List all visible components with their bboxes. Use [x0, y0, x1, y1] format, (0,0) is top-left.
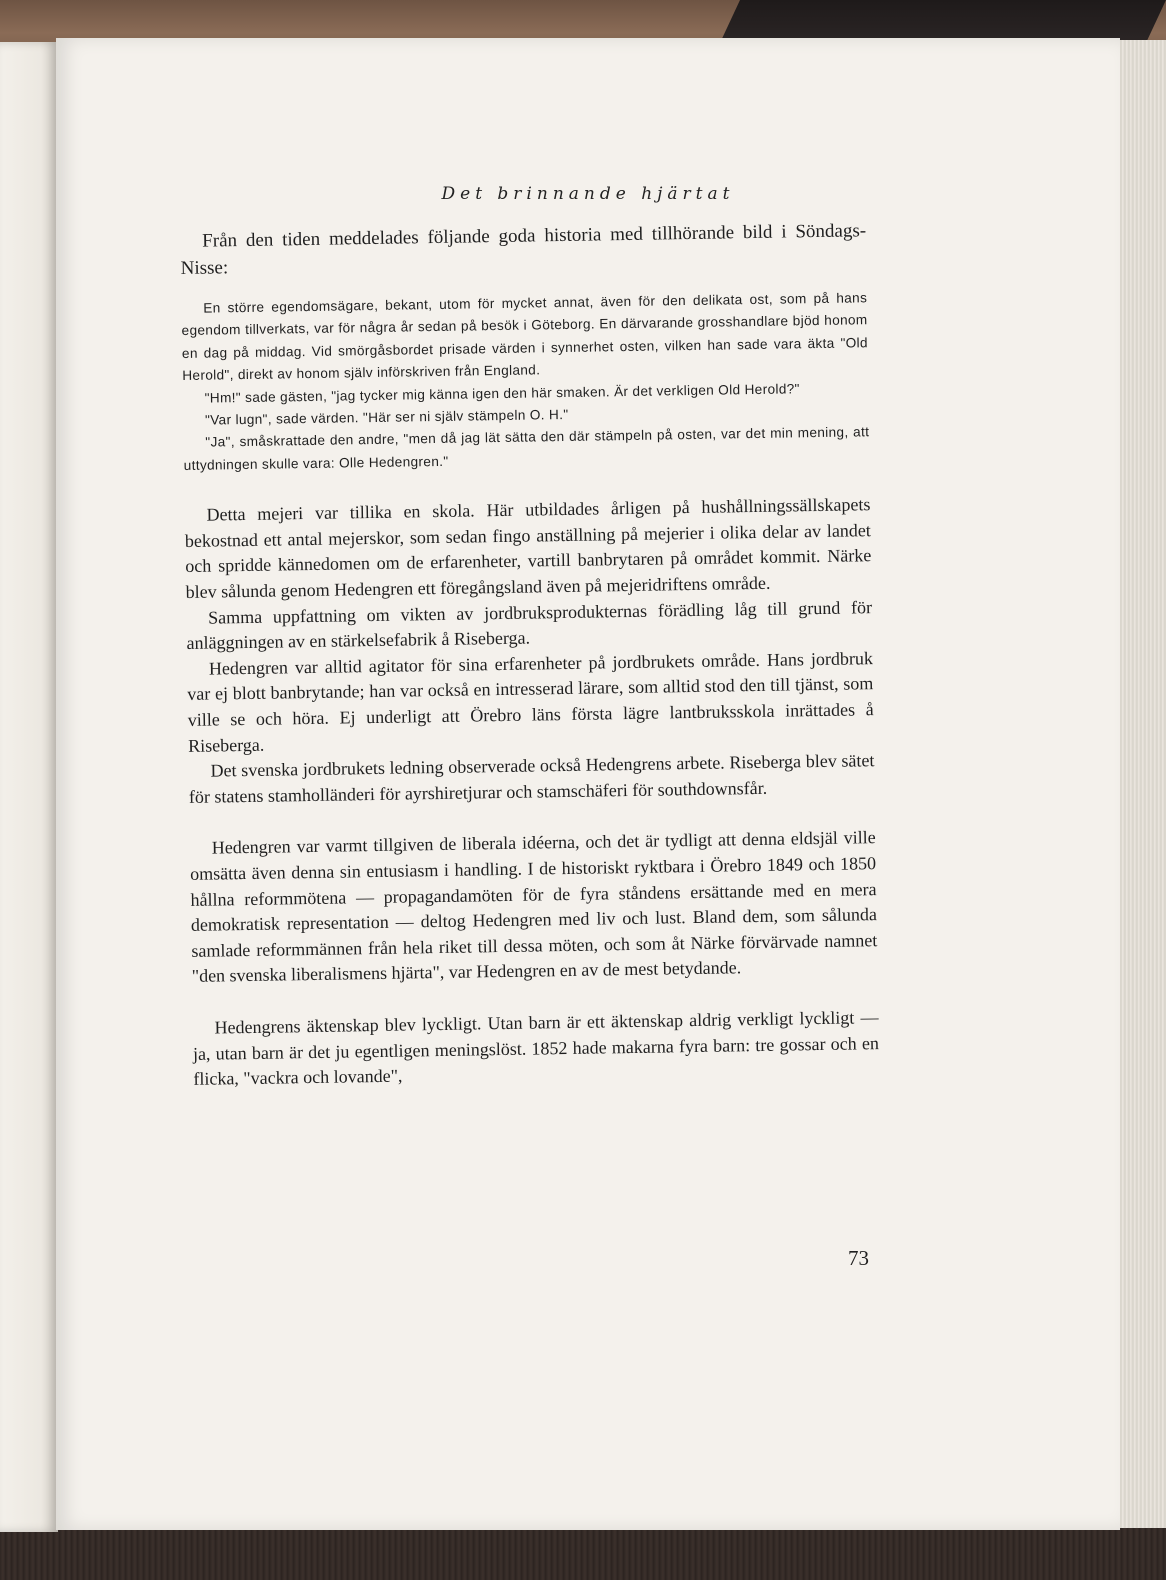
- dark-book-cover: [720, 0, 1166, 42]
- body-paragraph: Hedengrens äktenskap blev lyckligt. Utan barn är ett äktenskap aldrig verkligt lyckligt — ja, utan barn är det ju egentligen meningslöst. 1852 hade makarna fyra barn: tre gossar och en flicka, "vackra och lovande",: [192, 1007, 880, 1090]
- dark-surface-background: [0, 1528, 1166, 1580]
- body-paragraph: Hedengren var alltid agitator för sina erfarenheter på jordbrukets område. Hans jordbruk var ej blott banbrytande; han var också en intresserad lärare, som alltid stod den till tjänst, som ville se och höra. Ej underligt att Örebro läns första lägre lantbruksskola inrättades å Riseberga.: [187, 647, 874, 756]
- quote-paragraph: "Hm!" sade gästen, "jag tycker mig känna igen den här smaken. Är det verkligen Old Herold?": [204, 380, 800, 406]
- body-paragraph: Hedengren var varmt tillgiven de liberala idéerna, och det är tydligt att denna eldsjäl ville omsätta även denna sin entusiasm i handling. I de historiskt ryktbara i Örebro 1849 och 1850 hållna reformmötena — propagandamöten för de fyra ståndens ersättande med en mera demokratisk representation — deltog Hedengren med liv och lust. Bland dem, som sålunda samlade reformmännen från hela riket till dessa möten, och som åt Närke förvärvade namnet "den svenska liberalismens hjärta", var Hedengren en av de mest betydande.: [189, 827, 878, 987]
- intro-paragraph: Från den tiden meddelades följande goda historia med tillhörande bild i Söndags-Nisse:: [180, 220, 867, 279]
- page-number: 73: [848, 1246, 869, 1270]
- quote-paragraph: En större egendomsägare, bekant, utom för mycket annat, även för den delikata ost, som på hans egendom tillverkats, var för några år sedan på besök i Göteborg. En därvarande grosshandlare bjöd honom en dag på middag. Vid smörgåsbordet prisade värden i synnerhet osten, vilken han sade vara äkta "Old Herold", direkt av honom själv införskriven från England.: [181, 290, 869, 384]
- book-page: [56, 38, 1120, 1530]
- main-text-section: [184, 492, 875, 810]
- page-stack-edges: [1118, 40, 1166, 1528]
- left-page-edge: [0, 42, 58, 1532]
- quote-paragraph: "Var lugn", sade värden. "Här ser ni själv stämpeln O. H.": [204, 406, 569, 428]
- quoted-anecdote: [181, 287, 870, 477]
- quote-paragraph: "Ja", småskrattade den andre, "men då jag lät sätta den där stämpeln på osten, var det min mening, att uttydningen skulle vara: Olle Hedengren.": [183, 424, 870, 473]
- body-paragraph: Detta mejeri var tillika en skola. Här utbildades årligen på hushållningssällskapets bekostnad ett antal mejerskor, som sedan fingo anställning på mejerier i olika delar av landet och spridde kännedomen om de erfarenheter, vartill banbrytaren på området kommit. Närke blev sålunda genom Hedengren ett föregångsland även på mejeridriftens område.: [184, 494, 872, 602]
- body-paragraph: Samma uppfattning om vikten av jordbruksprodukternas förädling låg till grund för anläggningen av en stärkelsefabrik å Riseberga.: [186, 596, 873, 654]
- body-paragraph: Det svenska jordbrukets ledning observerade också Hedengrens arbete. Riseberga blev sätet för statens stamholländeri för ayrshiretjurar och stamschäferi för southdownsfår.: [188, 750, 875, 807]
- running-head: Det brinnande hjärtat: [441, 184, 735, 204]
- page-text-block: [180, 217, 879, 1092]
